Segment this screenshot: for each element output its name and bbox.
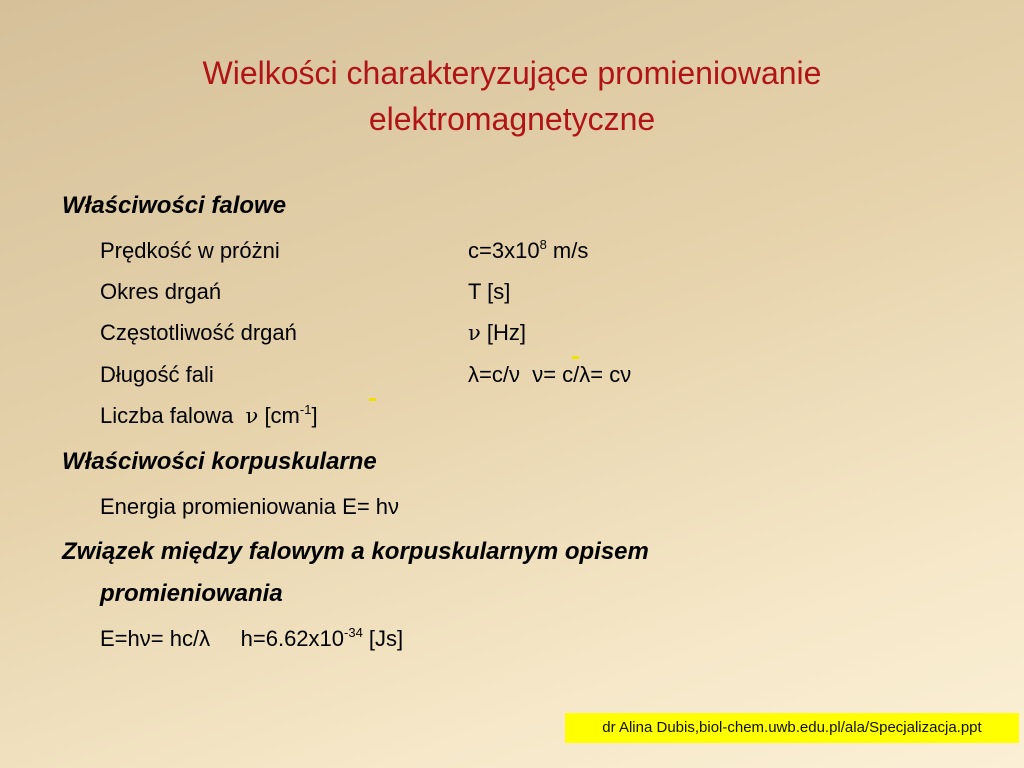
wavenumber-label: Liczba falowa — [100, 403, 234, 428]
wavelength-formulas — [468, 361, 631, 389]
wavenumber-unit-close: ] — [311, 403, 318, 428]
period-label: Okres drgań — [100, 279, 222, 304]
planck-constant-exponent: -34 — [344, 624, 363, 640]
overline-marker — [369, 398, 376, 401]
wavenumber-unit-exponent: -1 — [299, 401, 312, 417]
wavenumber-symbol: ν — [245, 404, 259, 428]
frequency-symbol: ν — [468, 321, 481, 345]
speed-value-exponent: 8 — [539, 236, 547, 252]
wavelength-label: Długość fali — [100, 362, 214, 387]
slide-title-line-1: Wielkości charakteryzujące promieniowanie — [202, 55, 822, 91]
slide-title — [0, 50, 1024, 142]
particle-properties-heading: Właściwości korpuskularne — [62, 448, 377, 475]
speed-label: Prędkość w próżni — [100, 238, 280, 263]
slide-title-line-2: elektromagnetyczne — [368, 101, 656, 137]
period-value: T [s] — [468, 279, 511, 304]
wavelength-formula-2: ν= c/λ= cν — [532, 362, 632, 387]
energy-row: Energia promieniowania E= hν — [100, 494, 400, 519]
overline-marker — [572, 356, 579, 359]
speed-value-unit: m/s — [546, 238, 589, 263]
wavelength-row — [100, 361, 700, 389]
planck-constant-base: h=6.62x10 — [240, 626, 345, 651]
frequency-label: Częstotliwość drgań — [100, 320, 297, 345]
speed-row — [100, 237, 700, 265]
planck-constant-unit: [Js] — [362, 626, 404, 651]
speed-value — [468, 237, 588, 265]
frequency-unit: [Hz] — [480, 320, 527, 345]
speed-value-base: c=3x10 — [468, 238, 540, 263]
footer-source-label: dr Alina Dubis,biol-chem.uwb.edu.pl/ala/Specjalizacja.ppt — [565, 713, 1019, 743]
frequency-row — [100, 319, 700, 347]
wavenumber-row — [100, 402, 318, 430]
frequency-value — [468, 319, 526, 347]
wavenumber-unit: [cm — [258, 403, 300, 428]
relation-heading-line-1: Związek między falowym a korpuskularnym opisem — [62, 538, 649, 565]
energy-formula: E=hν= hc/λ — [100, 626, 211, 651]
wave-properties-heading: Właściwości falowe — [62, 192, 287, 219]
relation-formula-row — [100, 625, 403, 653]
period-row — [100, 278, 700, 306]
planck-constant — [241, 626, 404, 651]
relation-heading-line-2: promieniowania — [100, 580, 283, 607]
wavelength-formula-1: λ=c/ν — [468, 362, 520, 387]
